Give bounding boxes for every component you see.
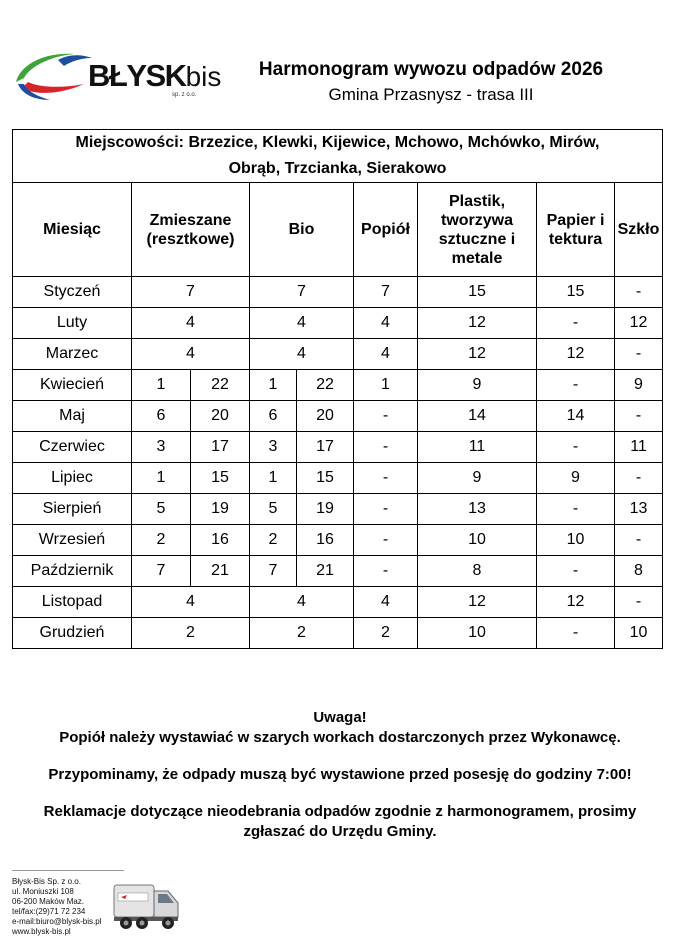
mixed-cell: 15 xyxy=(191,463,250,494)
table-row xyxy=(13,525,663,556)
month-cell: Marzec xyxy=(13,339,132,370)
ash-cell: - xyxy=(354,525,418,556)
glass-cell: - xyxy=(615,339,663,370)
plastic-cell: 11 xyxy=(418,432,537,463)
schedule-table xyxy=(12,129,663,649)
plastic-cell: 12 xyxy=(418,308,537,339)
ash-cell: - xyxy=(354,494,418,525)
company-line: www.blysk-bis.pl xyxy=(12,927,71,936)
plastic-cell: 8 xyxy=(418,556,537,587)
company-line: tel/fax:(29)71 72 234 xyxy=(12,907,86,916)
table-row xyxy=(13,463,663,494)
company-line: e-mail:biuro@blysk-bis.pl xyxy=(12,917,102,926)
mixed-cell: 21 xyxy=(191,556,250,587)
mixed-cell: 4 xyxy=(132,339,250,370)
ash-cell: 4 xyxy=(354,587,418,618)
ash-cell: 7 xyxy=(354,277,418,308)
title-block xyxy=(226,58,636,106)
month-cell: Luty xyxy=(13,308,132,339)
paper-cell: - xyxy=(537,308,615,339)
glass-cell: - xyxy=(615,277,663,308)
places-line-1: Miejscowości: Brzezice, Klewki, Kijewice, Mchowo, Mchówko, Mirów, xyxy=(75,134,600,151)
col-bio: Bio xyxy=(250,183,354,277)
plastic-cell: 10 xyxy=(418,525,537,556)
table-row xyxy=(13,556,663,587)
month-cell: Listopad xyxy=(13,587,132,618)
table-row xyxy=(13,618,663,649)
schedule-rows xyxy=(13,277,663,649)
table-row xyxy=(13,339,663,370)
ash-cell: 1 xyxy=(354,370,418,401)
footer-divider xyxy=(12,870,124,871)
paper-cell: 10 xyxy=(537,525,615,556)
table-header-row xyxy=(13,183,663,277)
table-row xyxy=(13,587,663,618)
glass-cell: - xyxy=(615,587,663,618)
bio-cell: 2 xyxy=(250,618,354,649)
paper-cell: - xyxy=(537,370,615,401)
table-row xyxy=(13,494,663,525)
month-cell: Czerwiec xyxy=(13,432,132,463)
notes xyxy=(0,708,680,842)
time-note: Przypominamy, że odpady muszą być wystawione przed posesję do godziny 7:00! xyxy=(48,766,632,783)
ash-note: Popiół należy wystawiać w szarych workach dostarczonych przez Wykonawcę. xyxy=(59,729,621,746)
mixed-cell: 17 xyxy=(191,432,250,463)
month-cell: Maj xyxy=(13,401,132,432)
bio-cell: 5 xyxy=(250,494,297,525)
glass-cell: 11 xyxy=(615,432,663,463)
plastic-cell: 15 xyxy=(418,277,537,308)
glass-cell: 10 xyxy=(615,618,663,649)
mixed-cell: 19 xyxy=(191,494,250,525)
bio-cell: 19 xyxy=(297,494,354,525)
mixed-cell: 7 xyxy=(132,556,191,587)
bio-cell: 20 xyxy=(297,401,354,432)
places-line-2: Obrąb, Trzcianka, Sierakowo xyxy=(228,160,447,177)
month-cell: Sierpień xyxy=(13,494,132,525)
complaint-note-line-2: zgłaszać do Urzędu Gminy. xyxy=(243,823,437,840)
ash-cell: 2 xyxy=(354,618,418,649)
mixed-cell: 7 xyxy=(132,277,250,308)
table-row xyxy=(13,401,663,432)
ash-cell: - xyxy=(354,432,418,463)
plastic-cell: 12 xyxy=(418,587,537,618)
col-mixed: Zmieszane (resztkowe) xyxy=(132,183,250,277)
bio-cell: 4 xyxy=(250,587,354,618)
bio-cell: 3 xyxy=(250,432,297,463)
company-line: 06-200 Maków Maz. xyxy=(12,897,85,906)
glass-cell: 12 xyxy=(615,308,663,339)
col-glass: Szkło xyxy=(615,183,663,277)
footer xyxy=(12,870,187,942)
bio-cell: 6 xyxy=(250,401,297,432)
notes-heading: Uwaga! xyxy=(313,709,367,726)
bio-cell: 16 xyxy=(297,525,354,556)
mixed-cell: 20 xyxy=(191,401,250,432)
mixed-cell: 6 xyxy=(132,401,191,432)
ash-cell: 4 xyxy=(354,308,418,339)
table-row xyxy=(13,370,663,401)
glass-cell: 8 xyxy=(615,556,663,587)
glass-cell: 9 xyxy=(615,370,663,401)
mixed-cell: 2 xyxy=(132,525,191,556)
paper-cell: 14 xyxy=(537,401,615,432)
col-ash: Popiół xyxy=(354,183,418,277)
table-row xyxy=(13,432,663,463)
paper-cell: 12 xyxy=(537,339,615,370)
logo-wordmark: BŁYSKbis xyxy=(88,58,222,93)
bio-cell: 7 xyxy=(250,556,297,587)
paper-cell: - xyxy=(537,494,615,525)
mixed-cell: 3 xyxy=(132,432,191,463)
ash-cell: - xyxy=(354,556,418,587)
glass-cell: - xyxy=(615,401,663,432)
bio-cell: 2 xyxy=(250,525,297,556)
mixed-cell: 4 xyxy=(132,587,250,618)
paper-cell: 15 xyxy=(537,277,615,308)
paper-cell: 9 xyxy=(537,463,615,494)
company-address xyxy=(12,877,101,937)
ash-cell: - xyxy=(354,463,418,494)
plastic-cell: 12 xyxy=(418,339,537,370)
col-plastic: Plastik, tworzywa sztuczne i metale xyxy=(418,183,537,277)
mixed-cell: 2 xyxy=(132,618,250,649)
page-subtitle: Gmina Przasnysz - trasa III xyxy=(328,85,534,104)
bio-cell: 21 xyxy=(297,556,354,587)
bio-cell: 17 xyxy=(297,432,354,463)
month-cell: Wrzesień xyxy=(13,525,132,556)
glass-cell: - xyxy=(615,525,663,556)
glass-cell: - xyxy=(615,463,663,494)
month-cell: Kwiecień xyxy=(13,370,132,401)
ash-cell: - xyxy=(354,401,418,432)
month-cell: Styczeń xyxy=(13,277,132,308)
plastic-cell: 10 xyxy=(418,618,537,649)
table-row xyxy=(13,277,663,308)
bio-cell: 4 xyxy=(250,308,354,339)
page-title: Harmonogram wywozu odpadów 2026 xyxy=(258,59,604,80)
bio-cell: 1 xyxy=(250,463,297,494)
bio-cell: 15 xyxy=(297,463,354,494)
company-logo xyxy=(12,44,222,104)
company-line: ul. Moniuszki 108 xyxy=(12,887,74,896)
plastic-cell: 14 xyxy=(418,401,537,432)
plastic-cell: 13 xyxy=(418,494,537,525)
paper-cell: 12 xyxy=(537,587,615,618)
complaint-note-line-1: Reklamacje dotyczące nieodebrania odpadów zgodnie z harmonogramem, prosimy xyxy=(43,803,637,820)
paper-cell: - xyxy=(537,556,615,587)
ash-cell: 4 xyxy=(354,339,418,370)
month-cell: Lipiec xyxy=(13,463,132,494)
paper-cell: - xyxy=(537,432,615,463)
mixed-cell: 5 xyxy=(132,494,191,525)
logo-subtext: sp. z o.o. xyxy=(172,92,197,98)
mixed-cell: 16 xyxy=(191,525,250,556)
bio-cell: 4 xyxy=(250,339,354,370)
glass-cell: 13 xyxy=(615,494,663,525)
mixed-cell: 4 xyxy=(132,308,250,339)
garbage-truck-icon xyxy=(112,875,184,931)
paper-cell: - xyxy=(537,618,615,649)
places-cell xyxy=(13,130,663,183)
company-line: Błysk-Bis Sp. z o.o. xyxy=(12,877,81,886)
mixed-cell: 22 xyxy=(191,370,250,401)
plastic-cell: 9 xyxy=(418,463,537,494)
month-cell: Październik xyxy=(13,556,132,587)
mixed-cell: 1 xyxy=(132,370,191,401)
plastic-cell: 9 xyxy=(418,370,537,401)
col-paper: Papier i tektura xyxy=(537,183,615,277)
bio-cell: 22 xyxy=(297,370,354,401)
month-cell: Grudzień xyxy=(13,618,132,649)
mixed-cell: 1 xyxy=(132,463,191,494)
bio-cell: 1 xyxy=(250,370,297,401)
bio-cell: 7 xyxy=(250,277,354,308)
col-month: Miesiąc xyxy=(13,183,132,277)
table-row xyxy=(13,308,663,339)
